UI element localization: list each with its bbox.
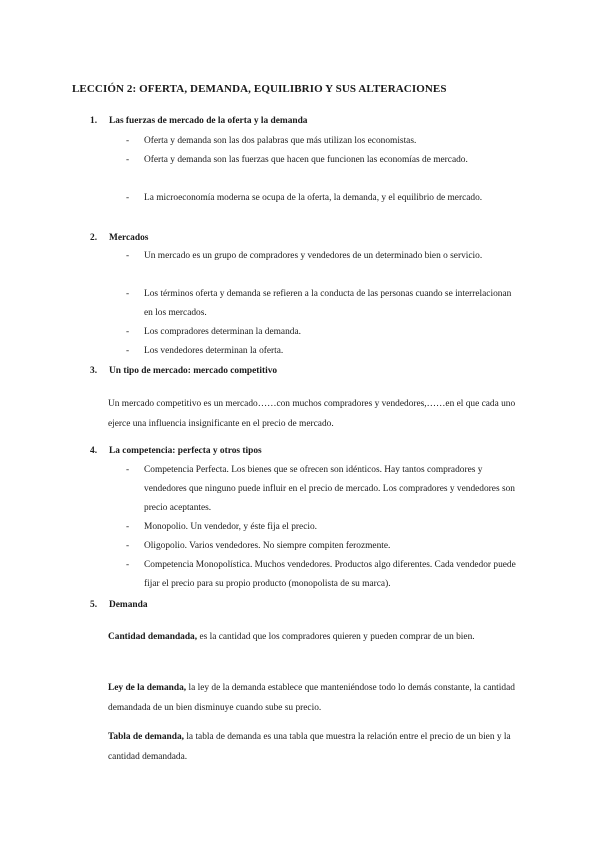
- section-title: La competencia: perfecta y otros tipos: [109, 446, 262, 456]
- section-heading-4: [90, 446, 262, 456]
- list-item-text: Oferta y demanda son las dos palabras que más utilizan los economistas.: [144, 136, 417, 146]
- section-title: Mercados: [109, 233, 149, 243]
- list-item-text: Los compradores determinan la demanda.: [144, 327, 301, 337]
- bullet-dash: -: [126, 346, 130, 356]
- bullet-dash: -: [126, 155, 130, 165]
- list-item-text: Competencia Perfecta. Los bienes que se ofrecen son idénticos. Hay tantos compradores y vendedores que ninguno puede influir en el precio de mercado. Los compradores y vendedores son precio aceptantes.: [144, 465, 515, 513]
- definition-text: es la cantidad que los compradores quieren y pueden comprar de un bien.: [197, 632, 475, 642]
- definition-text: la ley de la demanda establece que manteniéndose todo lo demás constante, la cantidad demandada de un bien disminuye cuando sube su precio.: [108, 683, 515, 713]
- list-item-text: Un mercado es un grupo de compradores y vendedores de un determinado bien o servicio.: [144, 251, 483, 261]
- bullet-dash: -: [126, 522, 130, 532]
- section-number: 4.: [90, 446, 98, 456]
- list-item-text: Los vendedores determinan la oferta.: [144, 346, 284, 356]
- section-heading-5: [90, 600, 148, 610]
- definition-paragraph: [108, 727, 520, 767]
- list-item-text: Competencia Monopolística. Muchos vendedores. Productos algo diferentes. Cada vendedor puede fijar el precio para su propio producto (monopolista de su marca).: [144, 560, 516, 589]
- section-number: 3.: [90, 366, 98, 376]
- section-number: 2.: [90, 233, 98, 243]
- list-item: [126, 247, 516, 266]
- definition-paragraph: [108, 678, 520, 718]
- list-item-text: Los términos oferta y demanda se refieren a la conducta de las personas cuando se interrelacionan en los mercados.: [144, 289, 512, 318]
- list-item: [126, 518, 516, 537]
- list-item-text: Monopolio. Un vendedor, y éste fija el precio.: [144, 522, 318, 532]
- section-heading-2: [90, 233, 148, 243]
- section-title: Un tipo de mercado: mercado competitivo: [109, 366, 278, 376]
- definition-term: Tabla de demanda,: [108, 732, 184, 742]
- section-title: Demanda: [109, 600, 148, 610]
- list-item: [126, 342, 516, 361]
- section-heading-3: [90, 366, 277, 376]
- list-item: [126, 537, 516, 556]
- list-item: [126, 132, 516, 151]
- list-item: [126, 461, 516, 518]
- bullet-dash: -: [126, 560, 130, 570]
- list-item: [126, 323, 516, 342]
- definition-text: la tabla de demanda es una tabla que muestra la relación entre el precio de un bien y la cantidad demandada.: [108, 732, 511, 762]
- bullet-dash: -: [126, 193, 130, 203]
- list-item: [126, 285, 516, 323]
- list-item-text: Oligopolio. Varios vendedores. No siempre compiten ferozmente.: [144, 541, 391, 551]
- paragraph: Un mercado competitivo es un mercado……con muchos compradores y vendedores,……en el que cada uno ejerce una influencia insignificante en el precio de mercado.: [108, 399, 516, 429]
- section-heading-1: [90, 116, 308, 126]
- definition-term: Ley de la demanda,: [108, 683, 187, 693]
- definition-paragraph: [108, 627, 520, 647]
- section-title: Las fuerzas de mercado de la oferta y la demanda: [109, 116, 308, 126]
- definition-term: Cantidad demandada,: [108, 632, 198, 642]
- list-item-text: Oferta y demanda son las fuerzas que hacen que funcionen las economías de mercado.: [144, 155, 468, 165]
- bullet-dash: -: [126, 289, 130, 299]
- list-item-text: La microeconomía moderna se ocupa de la oferta, la demanda, y el equilibrio de mercado.: [144, 193, 483, 203]
- list-item: [126, 556, 516, 594]
- bullet-dash: -: [126, 136, 130, 146]
- list-item: [126, 151, 516, 170]
- section-number: 5.: [90, 600, 98, 610]
- bullet-dash: -: [126, 327, 130, 337]
- bullet-dash: -: [126, 251, 130, 261]
- lesson-title: LECCIÓN 2: OFERTA, DEMANDA, EQUILIBRIO Y SUS ALTERACIONES: [72, 83, 447, 95]
- bullet-dash: -: [126, 541, 130, 551]
- bullet-dash: -: [126, 465, 130, 475]
- section-number: 1.: [90, 116, 98, 126]
- list-item: [126, 189, 516, 208]
